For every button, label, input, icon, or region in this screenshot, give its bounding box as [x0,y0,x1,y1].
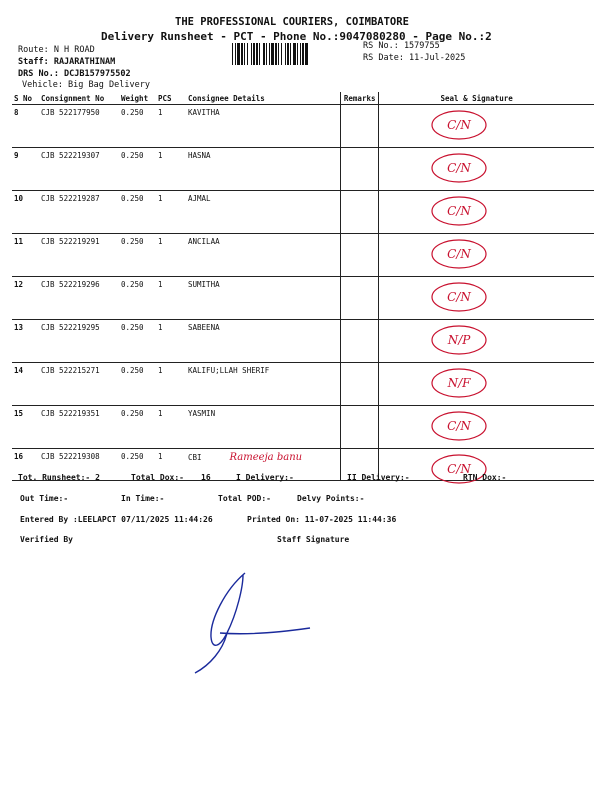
drs-label: DRS No.: DCJB157975502 [18,69,131,79]
i-delivery: I Delivery:- [236,473,294,482]
seal-stamp [429,193,489,227]
seal-stamp [429,150,489,184]
table-row [12,234,594,277]
weight-cell-text: 0.250 [121,280,144,289]
table-row [12,363,594,406]
sno-cell [12,363,39,406]
consignment-cell-text: CJB 522215271 [41,366,100,375]
barcode-bar [241,43,243,65]
consignment-cell [39,406,119,449]
remarks-cell [340,105,378,148]
pcs-cell-text: 1 [158,280,163,289]
pcs-cell [156,148,186,191]
consignee-cell [186,277,340,320]
weight-cell-text: 0.250 [121,323,144,332]
weight-cell-text: 0.250 [121,366,144,375]
barcode-bar [302,43,304,65]
barcode-bar [300,43,301,65]
consignment-cell [39,320,119,363]
barcode-bar [251,43,252,65]
barcode [232,43,359,65]
table-row [12,191,594,234]
weight-cell-text: 0.250 [121,237,144,246]
barcode-bar [232,43,233,65]
sno-cell-text: 12 [14,280,24,289]
pcs-cell-text: 1 [158,108,163,117]
barcode-bar [269,43,270,65]
consignee-cell-text: HASNA [188,151,211,160]
sno-cell [12,277,39,320]
pcs-cell [156,105,186,148]
seal-cell [378,105,594,148]
column-header: PCS [156,92,186,105]
barcode-bar [237,43,240,65]
sno-cell-text: 14 [14,366,24,375]
weight-cell [119,406,156,449]
barcode-bar [281,43,282,65]
entered-by: Entered By :LEELAPCT 07/11/2025 11:44:26 [20,515,213,524]
consignee-cell [186,148,340,191]
in-time: In Time:- [121,494,165,503]
consignment-cell-text: CJB 522219287 [41,194,100,203]
consignment-cell [39,363,119,406]
consignment-cell-text: CJB 522219295 [41,323,100,332]
weight-cell [119,363,156,406]
seal-stamp [429,322,489,356]
seal-text: C/N [446,204,471,218]
pcs-cell [156,234,186,277]
staff-signature-label: Staff Signature [277,535,350,544]
printed-on: Printed On: 11-07-2025 11:44:36 [247,515,397,524]
remarks-cell [340,363,378,406]
rtn-dox: RTN Dox:- [463,473,507,482]
table-header-row [12,92,594,105]
consignee-cell [186,406,340,449]
weight-cell [119,277,156,320]
weight-cell-text: 0.250 [121,194,144,203]
pcs-cell-text: 1 [158,452,163,461]
sno-cell [12,406,39,449]
barcode-bar [263,43,265,65]
consignee-cell [186,234,340,277]
consignment-cell-text: CJB 522219308 [41,452,100,461]
seal-text: C/N [446,419,471,433]
seal-cell [378,406,594,449]
vehicle-label: Vehicle: Big Bag Delivery [22,80,150,90]
total-dox-label: Total Dox:- [131,473,184,482]
column-header: Weight [119,92,156,105]
rs-number: RS No.: 1579755 [363,41,440,51]
consignment-cell [39,105,119,148]
consignee-cell [186,105,340,148]
runsheet-table [12,92,594,481]
consignment-cell-text: CJB 522219291 [41,237,100,246]
remarks-cell [340,148,378,191]
remarks-cell [340,406,378,449]
pcs-cell-text: 1 [158,194,163,203]
consignee-cell-text: KAVITHA [188,108,220,117]
seal-cell [378,363,594,406]
barcode-bar [259,43,260,65]
consignment-cell [39,191,119,234]
seal-text: C/N [446,462,471,476]
seal-stamp [429,107,489,141]
sno-cell-text: 8 [14,108,19,117]
column-header: S No [12,92,39,105]
weight-cell-text: 0.250 [121,108,144,117]
sno-cell [12,191,39,234]
seal-stamp [429,236,489,270]
seal-text: C/N [446,161,471,175]
seal-text: C/N [446,118,471,132]
consignee-cell-text: CBI [188,453,202,462]
barcode-bar [290,43,291,65]
total-dox-value: 16 [201,473,211,482]
remarks-cell [340,320,378,363]
pcs-cell-text: 1 [158,323,163,332]
pcs-cell [156,406,186,449]
weight-cell [119,191,156,234]
barcode-bar [244,43,245,65]
barcode-bar [256,43,258,65]
weight-cell [119,234,156,277]
barcode-bar [305,43,308,65]
seal-stamp [429,365,489,399]
weight-cell-text: 0.250 [121,151,144,160]
pcs-cell [156,277,186,320]
consignment-cell [39,148,119,191]
sno-cell-text: 16 [14,452,24,461]
consignment-cell-text: CJB 522219351 [41,409,100,418]
barcode-bar [287,43,289,65]
consignee-cell [186,320,340,363]
tot-runsheet: Tot. Runsheet:- 2 [18,473,100,482]
seal-cell [378,277,594,320]
remarks-cell [340,191,378,234]
remarks-cell [340,234,378,277]
barcode-bar [297,43,298,65]
table-row [12,148,594,191]
total-pod: Total POD:- [218,494,271,503]
ii-delivery: II Delivery:- [347,473,410,482]
consignment-cell [39,234,119,277]
consignee-cell-text: YASMIN [188,409,216,418]
sno-cell-text: 15 [14,409,24,418]
sno-cell [12,105,39,148]
sno-cell [12,148,39,191]
verified-by: Verified By [20,535,73,544]
rs-date: RS Date: 11-Jul-2025 [363,53,466,63]
column-header: Remarks [340,92,378,105]
company-title: THE PROFESSIONAL COURIERS, COIMBATORE [175,16,409,28]
consignee-cell [186,191,340,234]
weight-cell [119,105,156,148]
pcs-cell [156,320,186,363]
seal-cell [378,320,594,363]
pcs-cell-text: 1 [158,366,163,375]
delvy-points: Delvy Points:- [297,494,365,503]
barcode-bar [266,43,267,65]
table-row [12,406,594,449]
consignee-cell [186,363,340,406]
consignment-cell-text: CJB 522177950 [41,108,100,117]
table-row [12,320,594,363]
seal-text: C/N [446,247,471,261]
seal-stamp [429,279,489,313]
table-row [12,277,594,320]
seal-text: N/F [447,376,470,390]
pcs-cell-text: 1 [158,409,163,418]
barcode-bar [285,43,286,65]
table-row [12,105,594,148]
consignee-cell-text: KALIFU;LLAH SHERIF [188,366,270,375]
seal-cell [378,148,594,191]
barcode-bar [253,43,255,65]
remarks-cell [340,277,378,320]
seal-cell [378,234,594,277]
barcode-bar [293,43,296,65]
sno-cell [12,320,39,363]
barcode-bar [271,43,274,65]
seal-text: C/N [446,290,471,304]
pcs-cell-text: 1 [158,237,163,246]
consignee-cell-text: SABEENA [188,323,220,332]
pcs-cell [156,191,186,234]
barcode-bar [235,43,236,65]
sno-cell-text: 9 [14,151,19,160]
handwritten-note: Rameeja banu [229,452,303,463]
consignee-cell-text: AJMAL [188,194,211,203]
sno-cell [12,234,39,277]
pcs-cell [156,363,186,406]
consignment-cell [39,277,119,320]
consignment-cell-text: CJB 522219296 [41,280,100,289]
runsheet-subtitle: Delivery Runsheet - PCT - Phone No.:9047080280 - Page No.:2 [101,30,492,43]
consignment-cell-text: CJB 522219307 [41,151,100,160]
column-header: Consignee Details [186,92,340,105]
barcode-bar [247,43,248,65]
barcode-bar [278,43,279,65]
pcs-cell-text: 1 [158,151,163,160]
column-header: Consignment No [39,92,119,105]
out-time: Out Time:- [20,494,69,503]
staff-label: Staff: RAJARATHINAM [18,57,116,67]
seal-cell [378,191,594,234]
weight-cell [119,320,156,363]
barcode-bar [275,43,277,65]
sno-cell-text: 10 [14,194,24,203]
seal-text: N/P [447,333,470,347]
consignee-cell-text: SUMITHA [188,280,220,289]
column-header: Seal & Signature [378,92,594,105]
sno-cell-text: 11 [14,237,24,246]
route-label: Route: N H ROAD [18,45,95,55]
weight-cell-text: 0.250 [121,452,144,461]
sno-cell-text: 13 [14,323,24,332]
weight-cell-text: 0.250 [121,409,144,418]
consignee-cell-text: ANCILAA [188,237,220,246]
seal-stamp [429,408,489,442]
staff-signature-handwriting [185,565,325,680]
weight-cell [119,148,156,191]
